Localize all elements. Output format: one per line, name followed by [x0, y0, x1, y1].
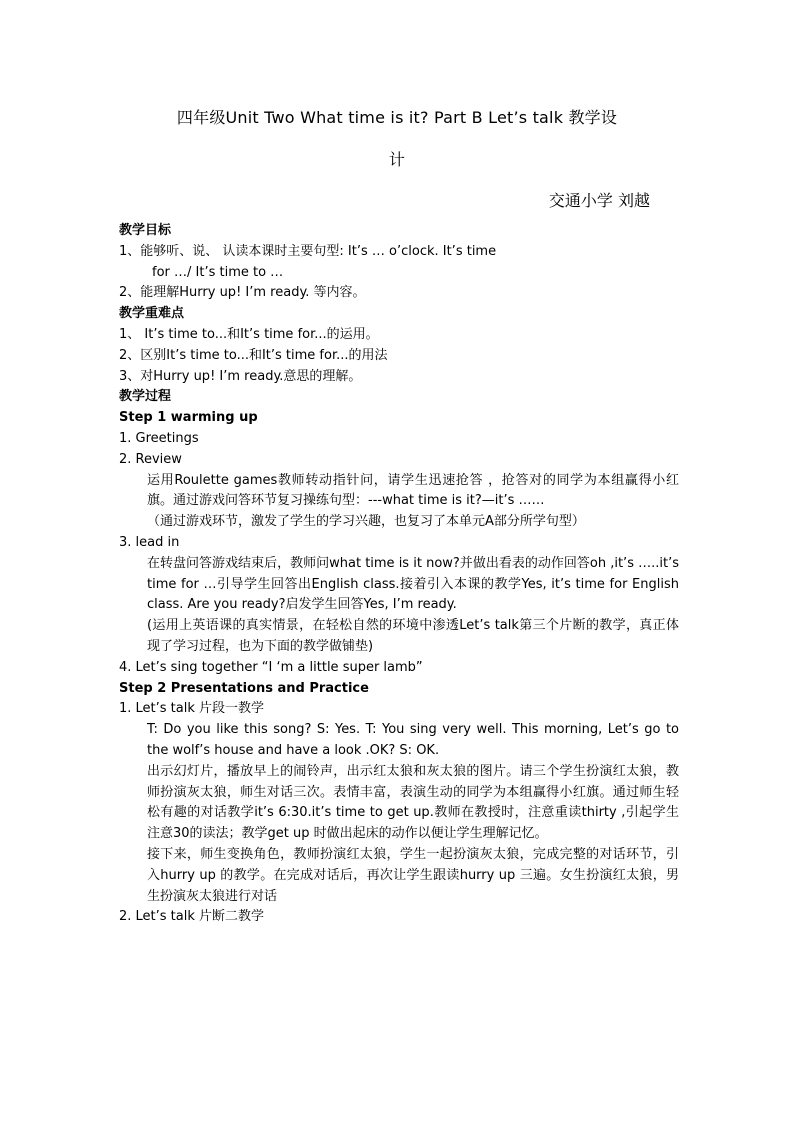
step-2-heading: Step 2 Presentations and Practice: [119, 680, 369, 696]
goal-2: 2、能理解Hurry up! I’m ready. 等内容。: [119, 285, 366, 301]
document-body: [119, 221, 679, 928]
keys-heading: 教学重难点: [119, 306, 185, 322]
step-1-item-2-para-2: （通过游戏环节，激发了学生的学习兴趣，也复习了本单元A部分所学句型）: [147, 514, 585, 530]
key-1: 1、 It’s time to...和It’s time for...的运用。: [119, 326, 379, 342]
key-2: 2、区别It’s time to...和It’s time for...的用法: [119, 347, 388, 363]
title-line-2: 计: [388, 150, 406, 169]
key-3: 3、对Hurry up! I’m ready.意思的理解。: [119, 368, 362, 384]
step-1-item-2: 2. Review: [119, 451, 182, 467]
process-heading: 教学过程: [119, 389, 172, 405]
goal-1-cont: for …/ It’s time to …: [152, 264, 284, 280]
step-2-item-1-para-3: 接下来，师生变换角色，教师扮演红太狼，学生一起扮演灰太狼，完成完整的对话环节，引入hurry up 的教学。在完成对话后，再次让学生跟读hurry up 三遍。女生扮演红太狼，男生扮演灰太狼进行对话: [147, 846, 679, 904]
title-line-1: 四年级Unit Two What time is it? Part B Let’s talk 教学设: [176, 108, 618, 127]
step-1-item-1: 1. Greetings: [119, 430, 199, 446]
step-2-item-1-para-2: 出示幻灯片，播放早上的闹铃声，出示红太狼和灰太狼的图片。请三个学生扮演红太狼，教师扮演灰太狼，师生对话三次。表情丰富，表演生动的同学为本组赢得小红旗。通过师生轻松有趣的对话教学it’s 6:30.it’s time to get up.教师在教授时，注意重读thirty ,引起学生注意30的读法；教学get up 时做出起床的动作以便让学生理解记忆。: [147, 763, 679, 842]
goal-1: 1、能够听、说、 认读本课时主要句型: It’s … o’clock. It’s time: [119, 243, 497, 259]
step-2-item-2: 2. Let’s talk 片断二教学: [119, 909, 265, 925]
step-2-item-1: 1. Let’s talk 片段一教学: [119, 701, 265, 717]
goals-heading: 教学目标: [119, 223, 172, 238]
step-1-item-4: 4. Let’s sing together “I ‘m a little super lamb”: [119, 659, 423, 675]
document-title: [100, 106, 694, 172]
step-1-item-3: 3. lead in: [119, 534, 180, 550]
step-1-item-2-para-1: 运用Roulette games教师转动指针问，请学生迅速抢答 ，抢答对的同学为本组赢得小红旗。通过游戏问答环节复习操练句型：---what time is it?—it’s ……: [147, 472, 679, 509]
step-1-item-3-para-2: (运用上英语课的真实情景，在轻松自然的环境中渗透Let’s talk第三个片断的教学，真正体现了学习过程，也为下面的教学做铺垫): [147, 618, 679, 654]
author-line: 交通小学 刘越: [548, 191, 650, 210]
step-2-item-1-para-1: T: Do you like this song? S: Yes. T: You sing very well. This morning, Let’s go to the wolf’s house and have a look .OK? S: OK.: [147, 722, 679, 758]
step-1-heading: Step 1 warming up: [119, 410, 258, 426]
step-1-item-3-para-1: 在转盘问答游戏结束后，教师问what time is it now?并做出看表的动作回答oh ,it’s …..it’s time for …引导学生回答出English class.接着引入本课的教学Yes, it’s time for English class. Are you ready?启发学生回答Yes, I’m ready.: [147, 555, 679, 613]
